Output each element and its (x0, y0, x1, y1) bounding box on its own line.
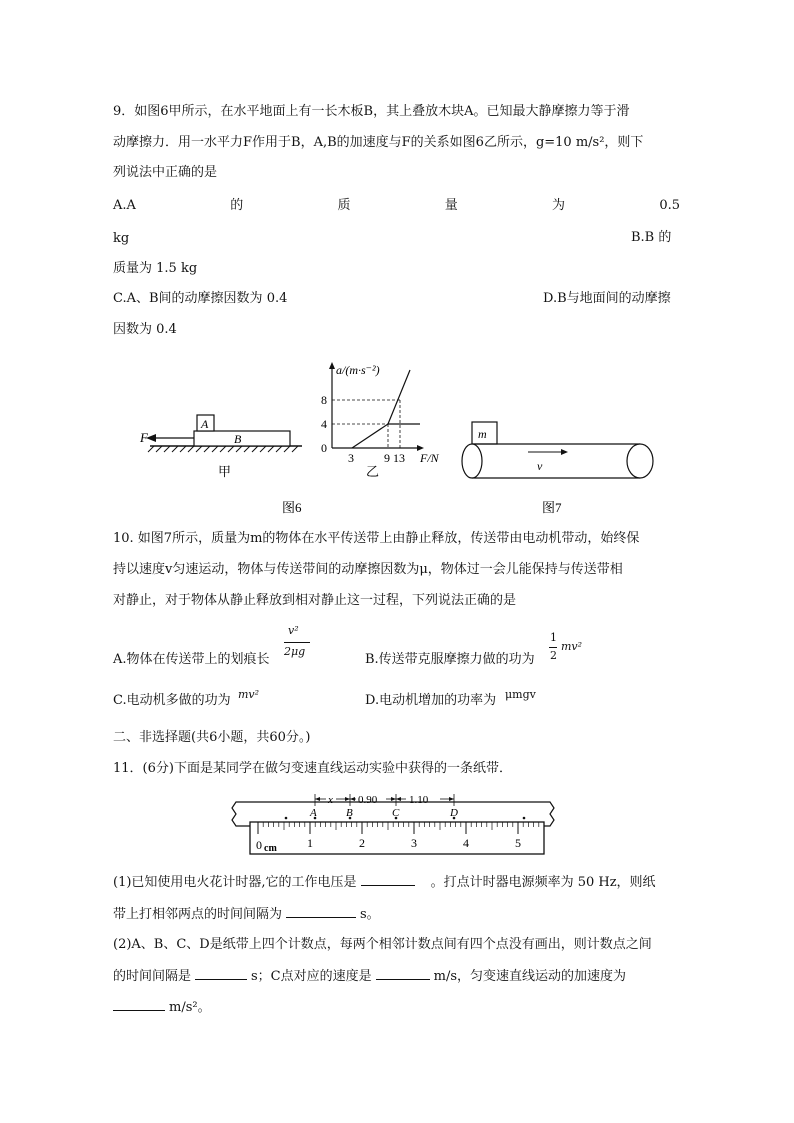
q9-stem-line2: 动摩擦力．用一水平力F作用于B，A,B的加速度与F的关系如图6乙所示，g=10 m/s²，则下 (113, 135, 644, 150)
q10-option-a-fraction-bar (284, 642, 310, 643)
q10-option-a-denominator: 2μg (284, 645, 306, 658)
q9-option-b-tail: 质量为 1.5 kg (113, 261, 198, 276)
dim-0.90-label: 0.90 (358, 794, 378, 806)
q9-option-a-word: A.A (113, 198, 136, 213)
q9-option-a-row (113, 197, 680, 215)
roller-right (627, 444, 653, 478)
section-2-heading: 二、非选择题(共6小题，共60分。) (113, 730, 311, 745)
q11-part1-d: s。 (360, 907, 380, 922)
q9-option-d-head: D.B与地面间的动摩擦 (543, 291, 671, 306)
dimension-arrowheads (315, 797, 454, 801)
q9-option-a-unit: kg (113, 231, 130, 246)
acceleration-blank[interactable] (113, 998, 165, 1011)
label-a: A (201, 417, 209, 431)
ruler-number-1: 1 (307, 836, 313, 850)
q10-option-b-denominator: 2 (550, 649, 557, 662)
q9-option-a-word: 的 (230, 198, 244, 213)
x-tick-3: 3 (348, 451, 354, 465)
point-c-label: C (392, 807, 400, 819)
q9-option-a-word: 质 (337, 198, 351, 213)
q9-option-b-head: B.B 的 (631, 230, 672, 245)
q11-part1-b: 。打点计时器电源频率为 50 Hz，则纸 (430, 875, 656, 890)
ruler-number-5: 5 (515, 836, 521, 850)
q11-part1-c: 带上打相邻两点的时间间隔为 (113, 907, 283, 922)
label-f: F (140, 430, 148, 445)
q10-stem-line2: 持以速度v匀速运动，物体与传送带间的动摩擦因数为μ，物体过一会儿能保持与传送带相 (113, 562, 623, 577)
q11-part2-d: m/s，匀变速直线运动的加速度为 (433, 969, 627, 984)
count-interval-blank[interactable] (195, 967, 247, 980)
roller-left (462, 444, 482, 478)
q11-part2-b: 的时间间隔是 (113, 969, 192, 984)
ruler-number-3: 3 (411, 836, 417, 850)
line-ab-together (352, 424, 388, 448)
interval-blank[interactable] (286, 905, 356, 918)
block-b (194, 431, 290, 446)
fig7-conveyor (462, 422, 653, 478)
q10-option-c: C.电动机多做的功为 (113, 693, 231, 708)
q9-stem-line1: 9．如图6甲所示，在水平地面上有一长木板B，其上叠放木块A。已知最大静摩擦力等于滑 (113, 104, 630, 119)
x-axis-label: F/N (420, 451, 439, 465)
fig6-jia (139, 415, 302, 479)
ruler-unit: cm (264, 843, 277, 854)
point-a-label: A (310, 807, 317, 819)
q11-part1-line2 (113, 905, 380, 924)
q9-option-a-word: 量 (444, 198, 458, 213)
voltage-blank[interactable] (361, 873, 415, 886)
q10-stem-line1: 10. 如图7所示，质量为m的物体在水平传送带上由静止释放，传送带由电动机带动，始终保 (113, 531, 640, 546)
paper-tape-ruler (228, 792, 564, 862)
q9-option-a-word: 为 (552, 198, 566, 213)
q11-stem: 11．(6分)下面是某同学在做匀变速直线运动实验中获得的一条纸带． (113, 761, 512, 776)
q9-option-c: C.A、B间的动摩擦因数为 0.4 (113, 291, 288, 306)
label-b: B (234, 432, 242, 446)
x-tick-9: 9 (384, 451, 390, 465)
point-d-label: D (450, 807, 458, 819)
q11-part2-a: (2)A、B、C、D是纸带上四个计数点，每两个相邻计数点间有四个点没有画出，则计数点之间 (113, 937, 652, 952)
q9-option-a-word: 0.5 (659, 198, 680, 213)
q9-option-d-tail: 因数为 0.4 (113, 322, 177, 337)
q10-option-b-fraction-bar (549, 647, 557, 648)
sub-jia: 甲 (218, 464, 232, 479)
y-tick-0: 0 (321, 441, 327, 455)
q10-option-a-numerator: v² (288, 624, 299, 637)
q11-part2-line2 (113, 967, 626, 986)
velocity-arrowhead (561, 449, 568, 455)
q10-stem-line3: 对静止，对于物体从静止释放到相对静止这一过程，下列说法正确的是 (113, 593, 517, 608)
y-axis-label: a/(m·s⁻²) (336, 363, 380, 377)
sub-yi: 乙 (366, 464, 380, 479)
q11-part2-c: s；C点对应的速度是 (251, 969, 372, 984)
ruler-number-2: 2 (359, 836, 365, 850)
q9-stem-line3: 列说法中正确的是 (113, 165, 218, 180)
q11-part2-e: m/s²。 (169, 1000, 211, 1015)
q11-part2-line3 (113, 998, 211, 1017)
fig6-caption: 图6 (282, 500, 302, 515)
figure-6-7 (130, 358, 670, 518)
fig6-yi-graph (321, 362, 440, 479)
dim-x-label: x (328, 794, 333, 806)
label-m: m (478, 427, 487, 441)
ruler-number-0: 0 (256, 838, 262, 852)
y-tick-4: 4 (321, 417, 327, 431)
point-b-label: B (346, 807, 353, 819)
velocity-c-blank[interactable] (376, 967, 430, 980)
q11-part1-a: (1)已知使用电火花计时器,它的工作电压是 (113, 875, 357, 890)
q10-option-b-expr: mv² (561, 640, 583, 653)
dim-1.10-label: 1.10 (409, 794, 429, 806)
q10-option-a: A.物体在传送带上的划痕长 (113, 652, 270, 667)
line-b (388, 370, 410, 424)
q10-option-c-expr: mv² (238, 688, 260, 701)
x-tick-13: 13 (393, 451, 405, 465)
q11-part1-line1 (113, 873, 656, 892)
y-tick-8: 8 (321, 393, 327, 407)
q10-option-d-expr: μmgv (505, 688, 536, 701)
y-axis-arrow (329, 362, 335, 369)
q10-option-d: D.电动机增加的功率为 (365, 693, 497, 708)
fig7-caption: 图7 (542, 500, 562, 515)
ruler-number-4: 4 (463, 836, 469, 850)
ground-hatch (148, 446, 298, 452)
label-v: v (537, 459, 543, 473)
q10-option-b: B.传送带克服摩擦力做的功为 (365, 652, 535, 667)
q10-option-b-numerator: 1 (550, 631, 557, 644)
